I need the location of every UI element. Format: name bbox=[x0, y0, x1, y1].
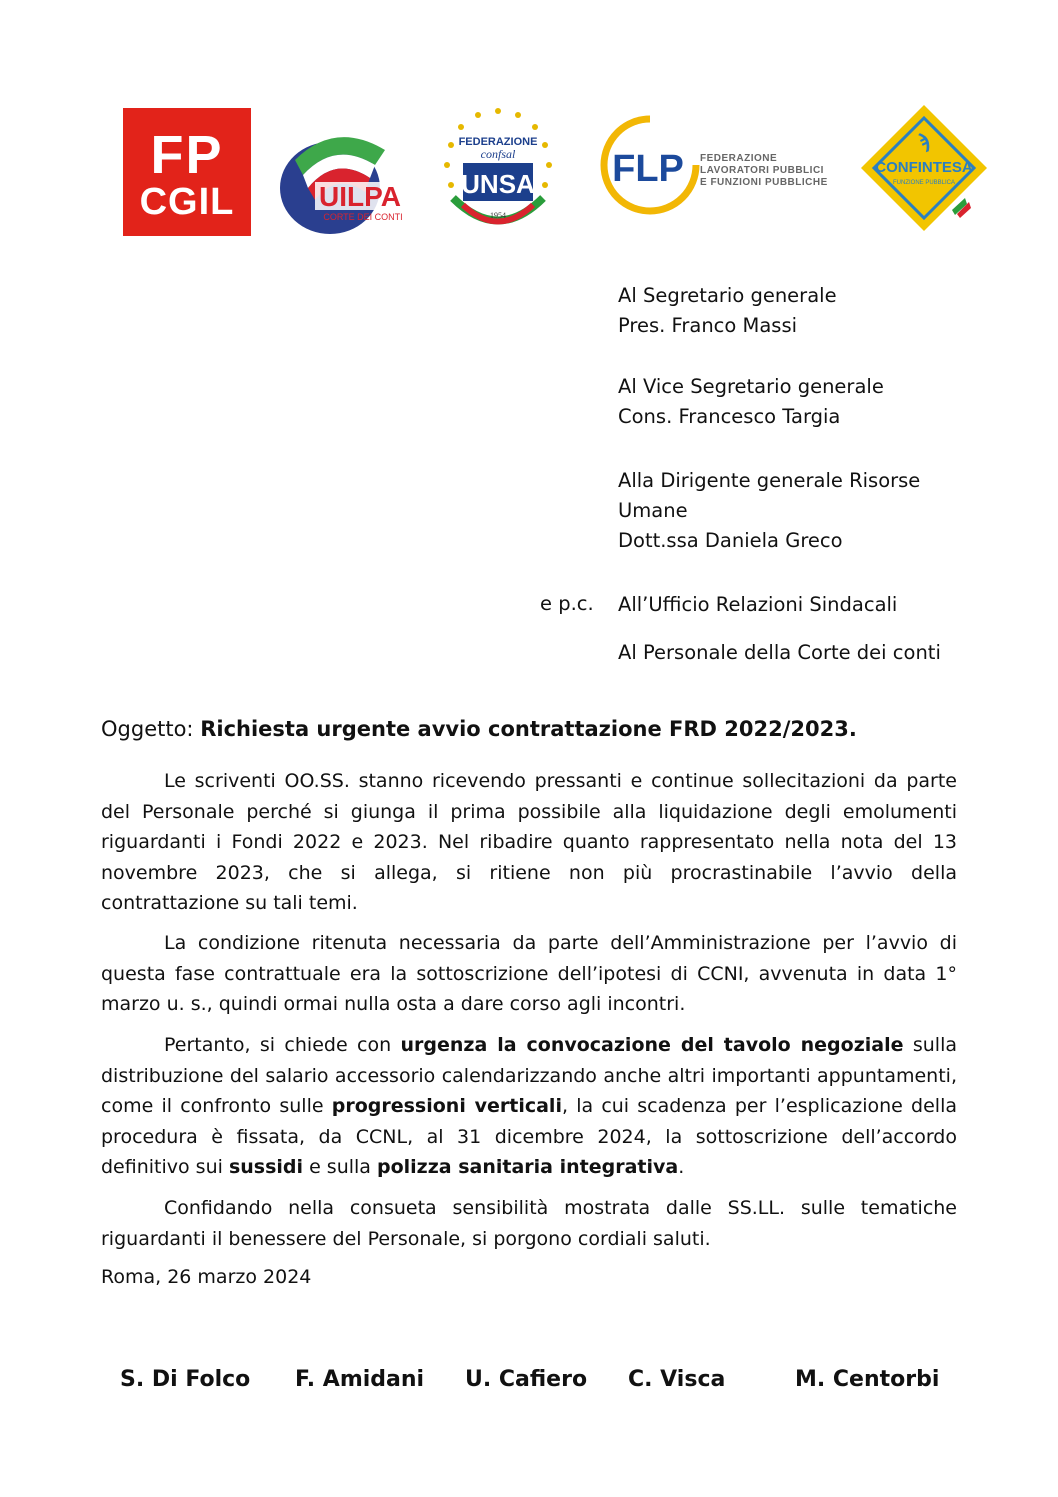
signature: S. Di Folco bbox=[120, 1367, 251, 1392]
signature: F. Amidani bbox=[295, 1367, 425, 1392]
p3-text: Pertanto, si chiede con bbox=[164, 1034, 401, 1056]
recipient-block bbox=[618, 466, 920, 556]
flp-desc-line: LAVORATORI PUBBLICI bbox=[700, 165, 824, 176]
flp-logo bbox=[600, 115, 830, 215]
unsa-logo-year: 1954 bbox=[490, 211, 506, 220]
fp-cgil-logo-line1: FP bbox=[150, 125, 224, 185]
confintesa-logo-sub: FUNZIONE PUBBLICA bbox=[892, 180, 956, 186]
recipient-line: Al Vice Segretario generale bbox=[618, 375, 884, 398]
signature: C. Visca bbox=[628, 1367, 726, 1392]
p3-bold: progressioni verticali bbox=[331, 1095, 562, 1117]
logo-bar bbox=[115, 95, 995, 245]
fp-cgil-logo-line2: CGIL bbox=[139, 181, 235, 223]
unsa-logo bbox=[433, 103, 563, 238]
confintesa-logo-name: CONFINTESA bbox=[875, 159, 973, 176]
cc-item: All’Ufficio Relazioni Sindacali bbox=[618, 593, 898, 616]
cc-label: e p.c. bbox=[540, 592, 594, 615]
unsa-logo-top: FEDERAZIONE bbox=[458, 136, 538, 148]
signature: U. Cafiero bbox=[465, 1367, 588, 1392]
recipient-line: Al Segretario generale bbox=[618, 284, 837, 307]
unsa-logo-name: UNSA bbox=[461, 169, 535, 199]
uilpa-logo-name: UILPA bbox=[319, 181, 401, 212]
body-paragraph-4: Confidando nella consueta sensibilità mostrata dalle SS.LL. sulle tematiche riguardanti il benessere del Personale, si porgono cordiali saluti. bbox=[101, 1197, 957, 1250]
p3-text: e sulla bbox=[303, 1156, 377, 1178]
body-paragraph-1: Le scriventi OO.SS. stanno ricevendo pressanti e continue sollecitazioni da parte del Personale perché si giunga il prima possibile alla liquidazione degli emolumenti riguardanti i Fondi 2022 e 2023. Nel ribadire quanto rappresentato nella nota del 13 novembre 2023, che si allega, si ritiene non più procrastinabile l’avvio della contrattazione su tali temi. bbox=[101, 770, 957, 914]
p3-bold: urgenza la convocazione del tavolo negoziale bbox=[400, 1034, 904, 1056]
flp-logo-desc bbox=[700, 153, 828, 189]
unsa-logo-mid: confsal bbox=[480, 147, 516, 161]
recipient-line: Alla Dirigente generale Risorse bbox=[618, 469, 921, 492]
flp-logo-name: FLP bbox=[612, 148, 684, 190]
date-line: Roma, 26 marzo 2024 bbox=[101, 1266, 312, 1288]
signature: M. Centorbi bbox=[795, 1367, 940, 1392]
body-paragraph-3 bbox=[101, 1030, 957, 1183]
p3-text: , la cui scadenza per l’esplicazione della procedura è fissata, da CCNL, al 31 dicembre 2024, la sottoscrizione dell’accordo definitivo sui bbox=[101, 1095, 957, 1178]
svg-text:ϡ: ϡ bbox=[917, 131, 931, 153]
flp-desc-line: FEDERAZIONE bbox=[700, 153, 778, 164]
cc-item: Al Personale della Corte dei conti bbox=[618, 641, 941, 664]
recipient-block bbox=[618, 372, 884, 432]
recipient-block bbox=[618, 281, 837, 341]
flp-logo-mark bbox=[600, 115, 700, 215]
recipient-line: Cons. Francesco Targia bbox=[618, 405, 841, 428]
confintesa-logo bbox=[857, 100, 992, 240]
uilpa-logo bbox=[275, 120, 405, 238]
subject-line bbox=[101, 717, 857, 741]
flp-desc-line: E FUNZIONI PUBBLICHE bbox=[700, 177, 828, 188]
p3-bold: polizza sanitaria integrativa bbox=[376, 1156, 679, 1178]
subject-text: Richiesta urgente avvio contrattazione FRD 2022/2023. bbox=[200, 717, 857, 741]
fp-cgil-logo bbox=[123, 108, 251, 236]
recipient-line: Pres. Franco Massi bbox=[618, 314, 798, 337]
p3-text: . bbox=[678, 1156, 685, 1178]
subject-label: Oggetto: bbox=[101, 717, 194, 741]
recipient-line: Dott.ssa Daniela Greco bbox=[618, 529, 843, 552]
uilpa-logo-sub: CORTE DEI CONTI bbox=[323, 212, 403, 222]
recipient-line: Umane bbox=[618, 499, 688, 522]
p3-text: sulla distribuzione del salario accessorio calendarizzando anche altri importanti appuntamenti, come il confronto sulle bbox=[101, 1034, 958, 1117]
body-paragraph-2: La condizione ritenuta necessaria da parte dell’Amministrazione per l’avvio di questa fase contrattuale era la sottoscrizione dell’ipotesi di CCNI, avvenuta in data 1° marzo u. s., quindi ormai nulla osta a dare corso agli incontri. bbox=[101, 932, 957, 1015]
p3-bold: sussidi bbox=[228, 1156, 304, 1178]
